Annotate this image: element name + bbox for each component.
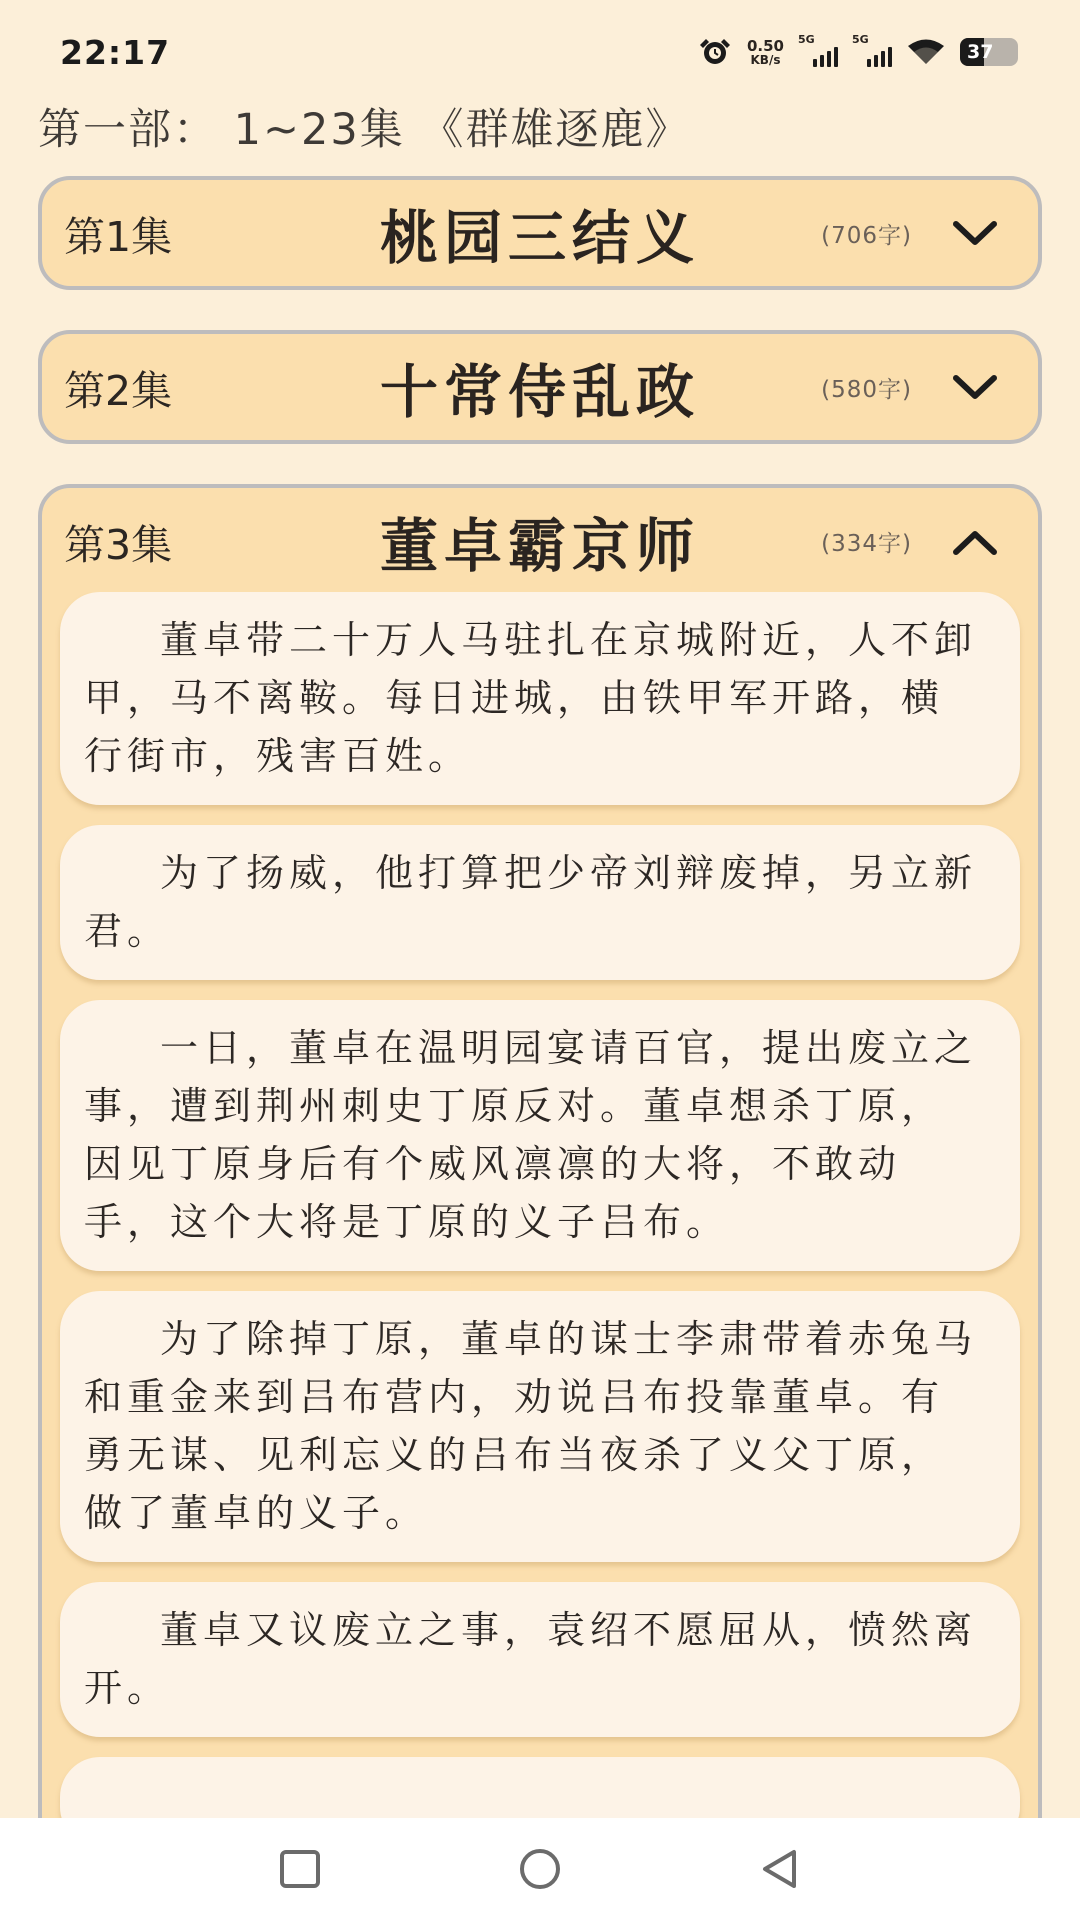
sim1-label: 5G — [798, 33, 815, 46]
episode-word-count: (706字) — [821, 222, 912, 249]
paragraph: 董卓又议废立之事，袁绍不愿屈从，愤然离开。 — [60, 1582, 1020, 1737]
episode-card-3[interactable] — [38, 484, 1042, 1864]
battery-icon — [960, 38, 1018, 66]
episode-card-2[interactable] — [38, 330, 1042, 444]
episode-title: 十常侍乱政 — [379, 358, 700, 426]
chevron-up-icon[interactable] — [950, 524, 1000, 560]
back-triangle-icon[interactable] — [757, 1846, 803, 1892]
wifi-icon — [906, 37, 946, 67]
signal-icon — [852, 33, 892, 67]
episode-title: 桃园三结义 — [379, 204, 700, 272]
episode-card-1[interactable] — [38, 176, 1042, 290]
status-icons — [697, 33, 1018, 68]
episode-content[interactable] — [42, 592, 1038, 1860]
network-speed-unit: KB/s — [750, 52, 781, 67]
paragraph: 一日，董卓在温明园宴请百官，提出废立之事，遭到荆州刺史丁原反对。董卓想杀丁原，因见丁原身后有个威风凛凛的大将，不敢动手，这个大将是丁原的义子吕布。 — [60, 1000, 1020, 1271]
episode-header[interactable] — [42, 334, 1038, 440]
paragraph: 董卓带二十万人马驻扎在京城附近，人不卸甲，马不离鞍。每日进城，由铁甲军开路，横行街市，残害百姓。 — [60, 592, 1020, 805]
status-time: 22:17 — [60, 32, 171, 72]
recents-square-icon[interactable] — [277, 1846, 323, 1892]
battery-level: 37 — [967, 41, 994, 63]
episode-header[interactable] — [42, 180, 1038, 286]
home-circle-icon[interactable] — [517, 1846, 563, 1892]
paragraph: 为了扬威，他打算把少帝刘辩废掉，另立新君。 — [60, 825, 1020, 980]
episode-word-count: (334字) — [821, 530, 912, 557]
signal-icon — [798, 33, 838, 67]
chevron-down-icon[interactable] — [950, 370, 1000, 406]
network-speed — [746, 36, 784, 67]
navigation-bar — [0, 1818, 1080, 1920]
episode-number: 第1集 — [64, 212, 173, 261]
episode-word-count: (580字) — [821, 376, 912, 403]
chevron-down-icon[interactable] — [950, 216, 1000, 252]
episode-number: 第2集 — [64, 366, 173, 415]
part-title: 第一部： 1~23集 《群雄逐鹿》 — [38, 105, 691, 155]
paragraph: 为了除掉丁原，董卓的谋士李肃带着赤兔马和重金来到吕布营内，劝说吕布投靠董卓。有勇无谋、见利忘义的吕布当夜杀了义父丁原，做了董卓的义子。 — [60, 1291, 1020, 1562]
alarm-icon — [697, 36, 733, 68]
status-bar — [0, 0, 1080, 104]
episode-header[interactable] — [42, 488, 1038, 594]
network-speed-value: 0.50 — [746, 36, 784, 55]
episode-title: 董卓霸京师 — [379, 512, 700, 580]
sim2-label: 5G — [852, 33, 869, 46]
episode-number: 第3集 — [64, 520, 173, 569]
